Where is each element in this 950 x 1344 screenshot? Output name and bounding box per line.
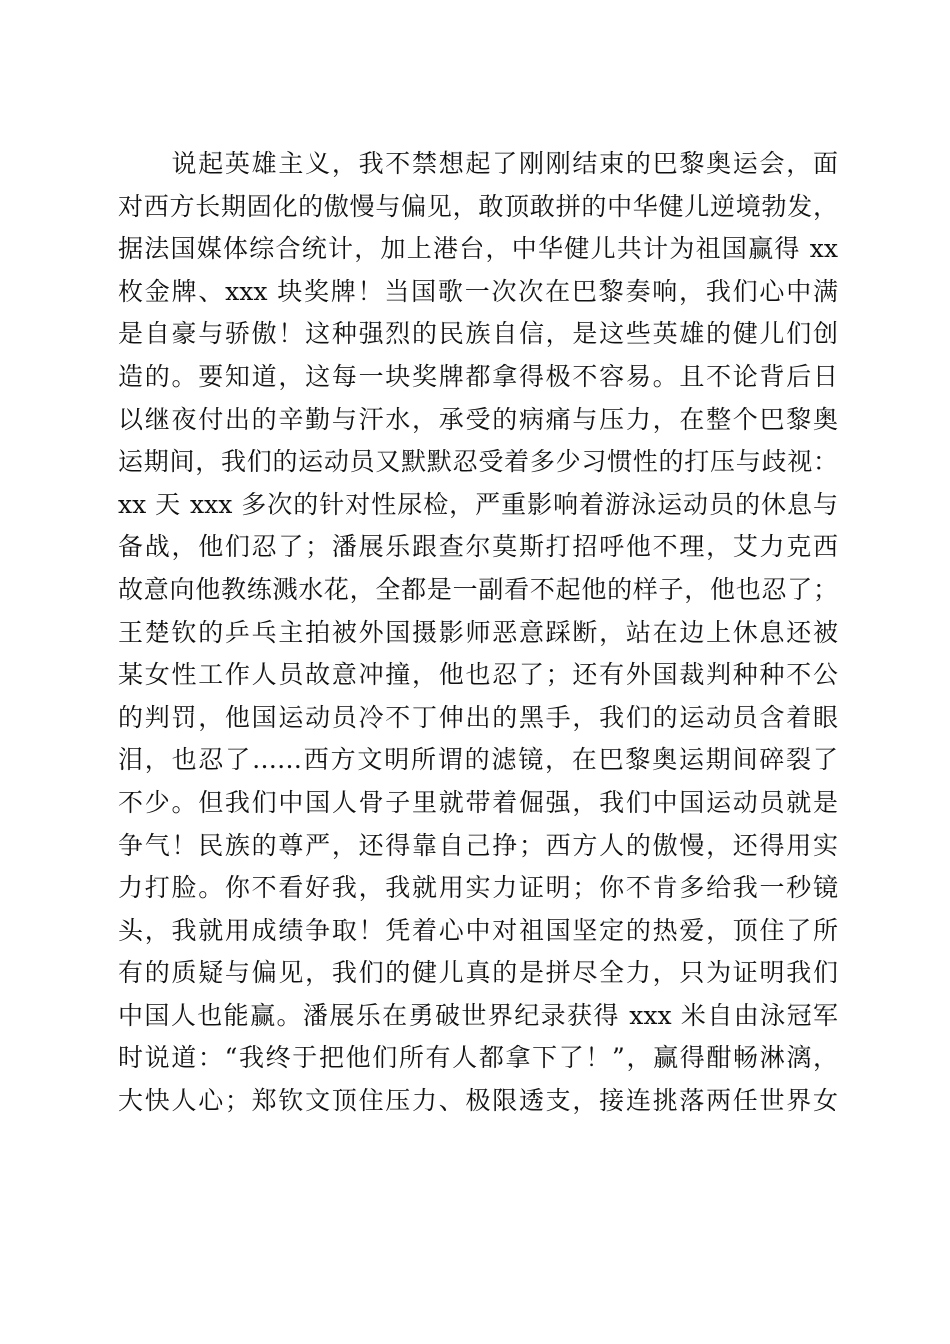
text-line: 以继夜付出的辛勤与汗水，承受的病痛与压力，在整个巴黎奥 — [118, 404, 838, 434]
text-line: 王楚钦的乒乓主拍被外国摄影师恶意踩断，站在边上休息还被 — [118, 617, 838, 647]
text-line: 对西方长期固化的傲慢与偏见，敢顶敢拼的中华健儿逆境勃发， — [118, 191, 838, 221]
text-line: 运期间，我们的运动员又默默忍受着多少习惯性的打压与歧视： — [118, 447, 838, 477]
text-line: 备战，他们忍了；潘展乐跟查尔莫斯打招呼他不理，艾力克西 — [118, 532, 838, 562]
text-line: 说起英雄主义，我不禁想起了刚刚结束的巴黎奥运会，面 — [118, 149, 838, 178]
text-line: 中国人也能赢。潘展乐在勇破世界纪录获得 xxx 米自由泳冠军 — [118, 1000, 838, 1030]
text-line: 头，我就用成绩争取！凭着心中对祖国坚定的热爱，顶住了所 — [118, 915, 838, 945]
text-line: 力打脸。你不看好我，我就用实力证明；你不肯多给我一秒镜 — [118, 873, 838, 903]
text-line: 枚金牌、xxx 块奖牌！当国歌一次次在巴黎奏响，我们心中满 — [118, 276, 838, 306]
text-line: 时说道：“我终于把他们所有人都拿下了！”，赢得酣畅淋漓， — [118, 1043, 838, 1073]
text-line: 争气！民族的尊严，还得靠自己挣；西方人的傲慢，还得用实 — [118, 830, 838, 860]
text-line: 泪，也忍了……西方文明所谓的滤镜，在巴黎奥运期间碎裂了 — [118, 745, 838, 775]
text-line: 的判罚，他国运动员冷不丁伸出的黑手，我们的运动员含着眼 — [118, 702, 838, 732]
text-line: 不少。但我们中国人骨子里就带着倔强，我们中国运动员就是 — [118, 787, 838, 817]
body-paragraph — [118, 143, 838, 1123]
text-line: 造的。要知道，这每一块奖牌都拿得极不容易。且不论背后日 — [118, 361, 838, 391]
text-line: xx 天 xxx 多次的针对性尿检，严重影响着游泳运动员的休息与 — [118, 489, 838, 519]
text-line: 有的质疑与偏见，我们的健儿真的是拼尽全力，只为证明我们 — [118, 958, 838, 988]
text-line: 据法国媒体综合统计，加上港台，中华健儿共计为祖国赢得 xx — [118, 234, 838, 264]
text-line: 故意向他教练溅水花，全都是一副看不起他的样子，他也忍了； — [118, 574, 838, 604]
text-line: 是自豪与骄傲！这种强烈的民族自信，是这些英雄的健儿们创 — [118, 319, 838, 349]
text-line: 大快人心；郑钦文顶住压力、极限透支，接连挑落两任世界女 — [118, 1086, 838, 1116]
text-line: 某女性工作人员故意冲撞，他也忍了；还有外国裁判种种不公 — [118, 660, 838, 690]
